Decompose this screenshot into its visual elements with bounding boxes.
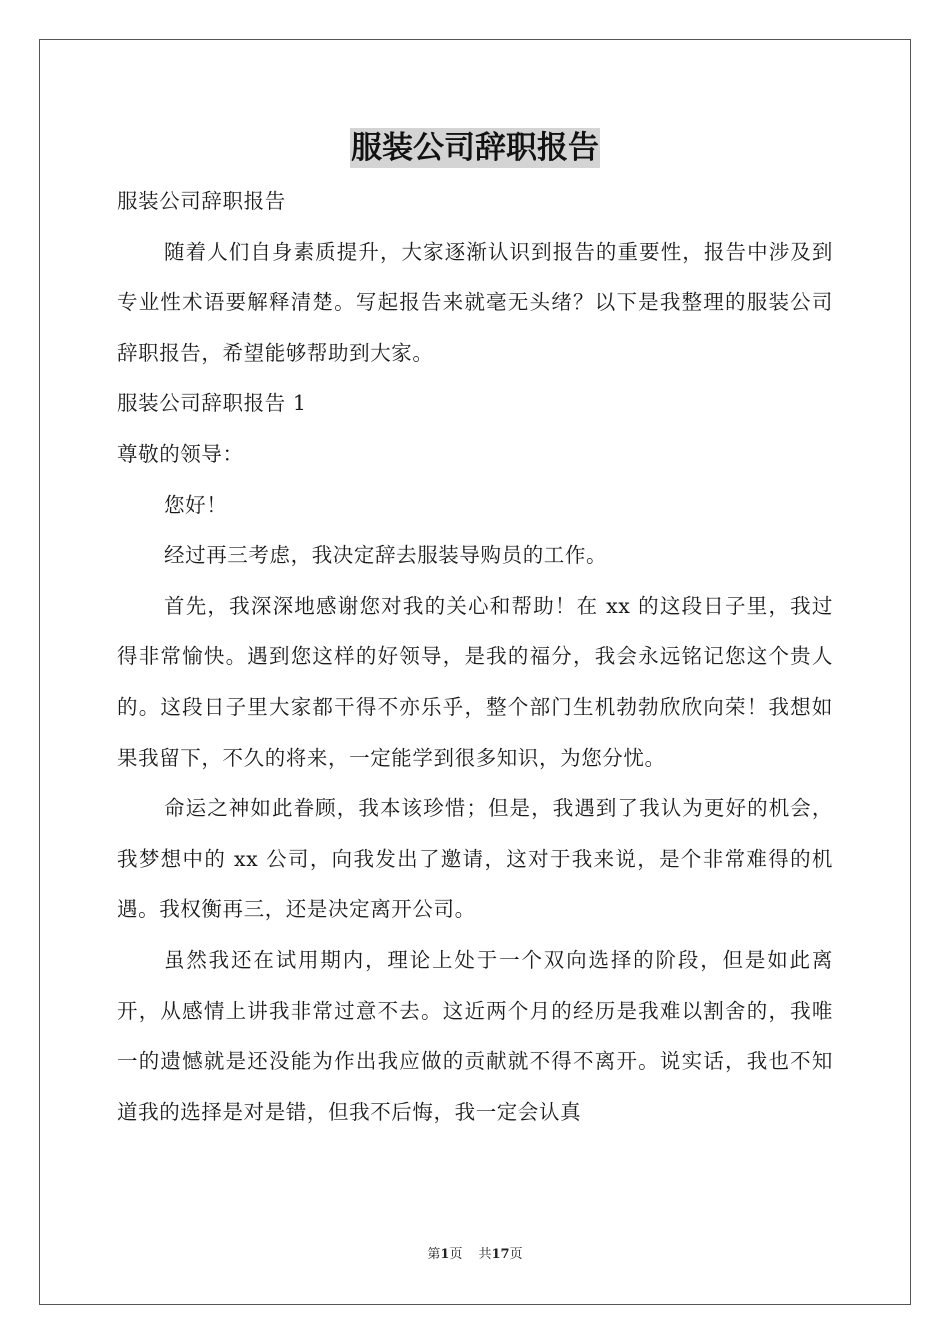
paragraph: 您好！	[164, 492, 228, 517]
page-number: 1	[440, 1247, 450, 1262]
total-prefix: 共	[478, 1247, 492, 1262]
paragraph: 服装公司辞职报告	[117, 189, 286, 213]
page-prefix: 第	[427, 1247, 441, 1262]
total-suffix: 页	[509, 1247, 523, 1262]
title-container	[0, 128, 950, 168]
paragraph: 虽然我还在试用期内，理论上处于一个双向选择的阶段，但是如此离开，从感情上讲我非常过意不去。这近两个月的经历是我难以割舍的，我唯一的遗憾就是还没能为作出我应做的贡献就不得不离开。说实话，我也不知道我的选择是对是错，但我不后悔，我一定会认真	[117, 947, 833, 1124]
paragraph: 随着人们自身素质提升，大家逐渐认识到报告的重要性，报告中涉及到专业性术语要解释清楚。写起报告来就毫无头绪？以下是我整理的服装公司辞职报告，希望能够帮助到大家。	[117, 239, 833, 365]
paragraph: 服装公司辞职报告 1	[117, 391, 307, 416]
document-title: 服装公司辞职报告	[351, 130, 599, 166]
document-body	[117, 176, 833, 1137]
total-pages: 17	[491, 1247, 510, 1262]
page-footer	[0, 1246, 950, 1264]
paragraph: 命运之神如此眷顾，我本该珍惜；但是，我遇到了我认为更好的机会，我梦想中的 xx 公司，向我发出了邀请，这对于我来说，是个非常难得的机遇。我权衡再三，还是决定离开公司。	[117, 796, 833, 922]
paragraph: 尊敬的领导：	[117, 441, 244, 466]
paragraph: 首先，我深深地感谢您对我的关心和帮助！在 xx 的这段日子里，我过得非常愉快。遇到您这样的好领导，是我的福分，我会永远铭记您这个贵人的。这段日子里大家都干得不亦乐乎，整个部门生机勃勃欣欣向荣！我想如果我留下，不久的将来，一定能学到很多知识，为您分忧。	[117, 593, 833, 770]
paragraph: 经过再三考虑，我决定辞去服装导购员的工作。	[164, 543, 608, 568]
page-suffix: 页	[449, 1247, 463, 1262]
